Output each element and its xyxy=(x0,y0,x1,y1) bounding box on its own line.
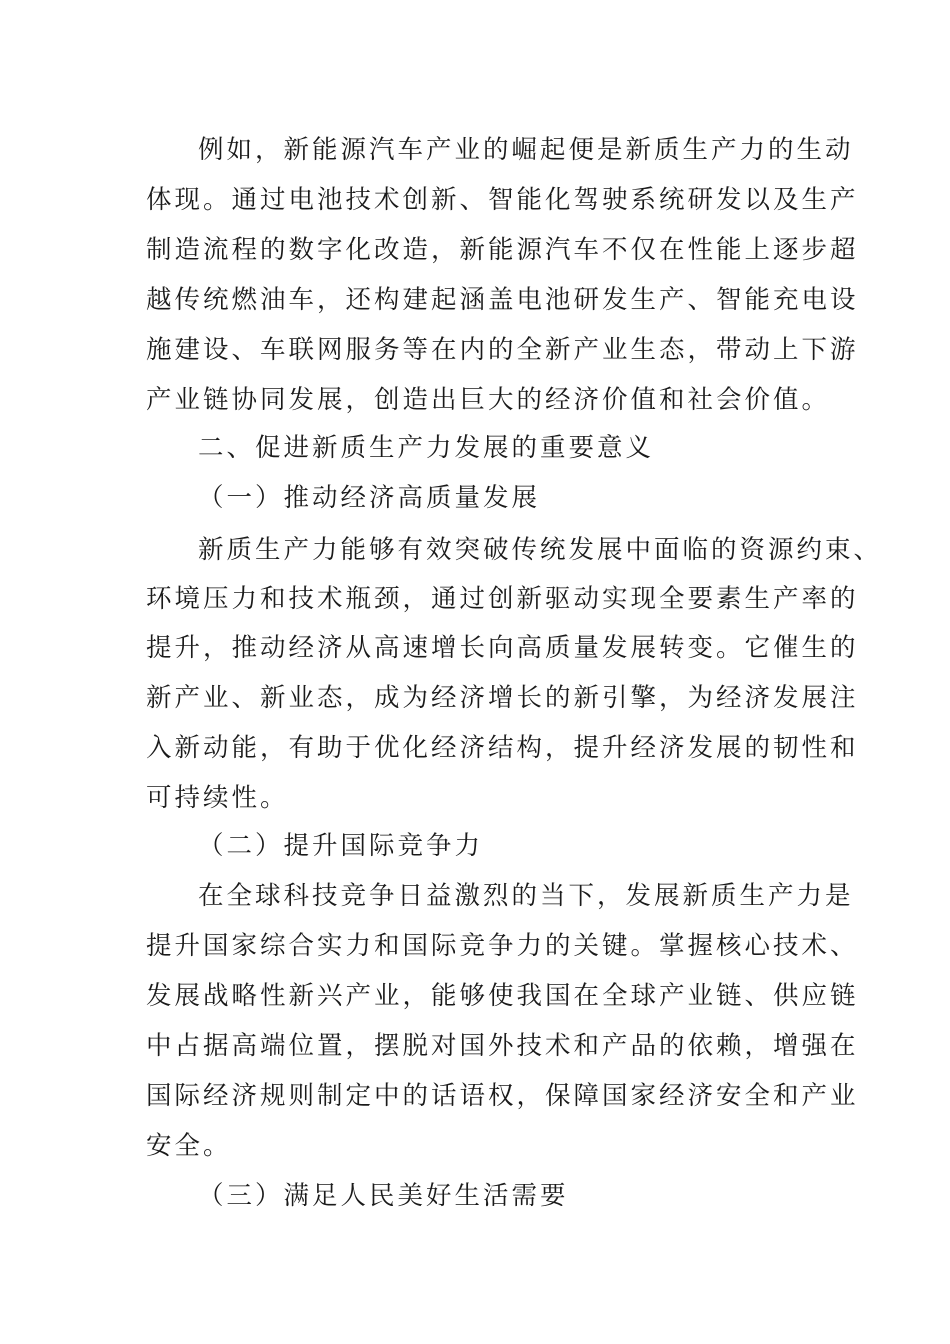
paragraph-line: 体现。通过电池技术创新、智能化驾驶系统研发以及生产 xyxy=(146,185,859,215)
paragraph-line: 新质生产力能够有效突破传统发展中面临的资源约束、 xyxy=(198,535,883,565)
paragraph-line: 施建设、车联网服务等在内的全新产业生态，带动上下游 xyxy=(146,335,859,365)
paragraph-line: 可持续性。 xyxy=(146,783,289,813)
paragraph-line: 产业链协同发展，创造出巨大的经济价值和社会价值。 xyxy=(146,385,831,415)
paragraph-line: 例如，新能源汽车产业的崛起便是新质生产力的生动 xyxy=(198,135,854,165)
paragraph-line: 提升，推动经济从高速增长向高质量发展转变。它催生的 xyxy=(146,633,859,663)
subsection-heading: （三）满足人民美好生活需要 xyxy=(198,1181,569,1211)
paragraph-line: 入新动能，有助于优化经济结构，提升经济发展的韧性和 xyxy=(146,733,859,763)
paragraph-line: 安全。 xyxy=(146,1131,232,1161)
paragraph-line: 提升国家综合实力和国际竞争力的关键。掌握核心技术、 xyxy=(146,931,859,961)
paragraph-line: 中占据高端位置，摆脱对国外技术和产品的依赖，增强在 xyxy=(146,1031,859,1061)
paragraph-line: 新产业、新业态，成为经济增长的新引擎，为经济发展注 xyxy=(146,683,859,713)
paragraph-line: 发展战略性新兴产业，能够使我国在全球产业链、供应链 xyxy=(146,981,859,1011)
paragraph-line: 越传统燃油车，还构建起涵盖电池研发生产、智能充电设 xyxy=(146,285,859,315)
subsection-heading: （二）提升国际竞争力 xyxy=(198,831,484,861)
paragraph-line: 环境压力和技术瓶颈，通过创新驱动实现全要素生产率的 xyxy=(146,584,859,614)
paragraph-line: 在全球科技竞争日益激烈的当下，发展新质生产力是 xyxy=(198,881,854,911)
section-heading: 二、促进新质生产力发展的重要意义 xyxy=(198,433,655,463)
paragraph-line: 国际经济规则制定中的话语权，保障国家经济安全和产业 xyxy=(146,1081,859,1111)
subsection-heading: （一）推动经济高质量发展 xyxy=(198,483,541,513)
paragraph-line: 制造流程的数字化改造，新能源汽车不仅在性能上逐步超 xyxy=(146,235,859,265)
